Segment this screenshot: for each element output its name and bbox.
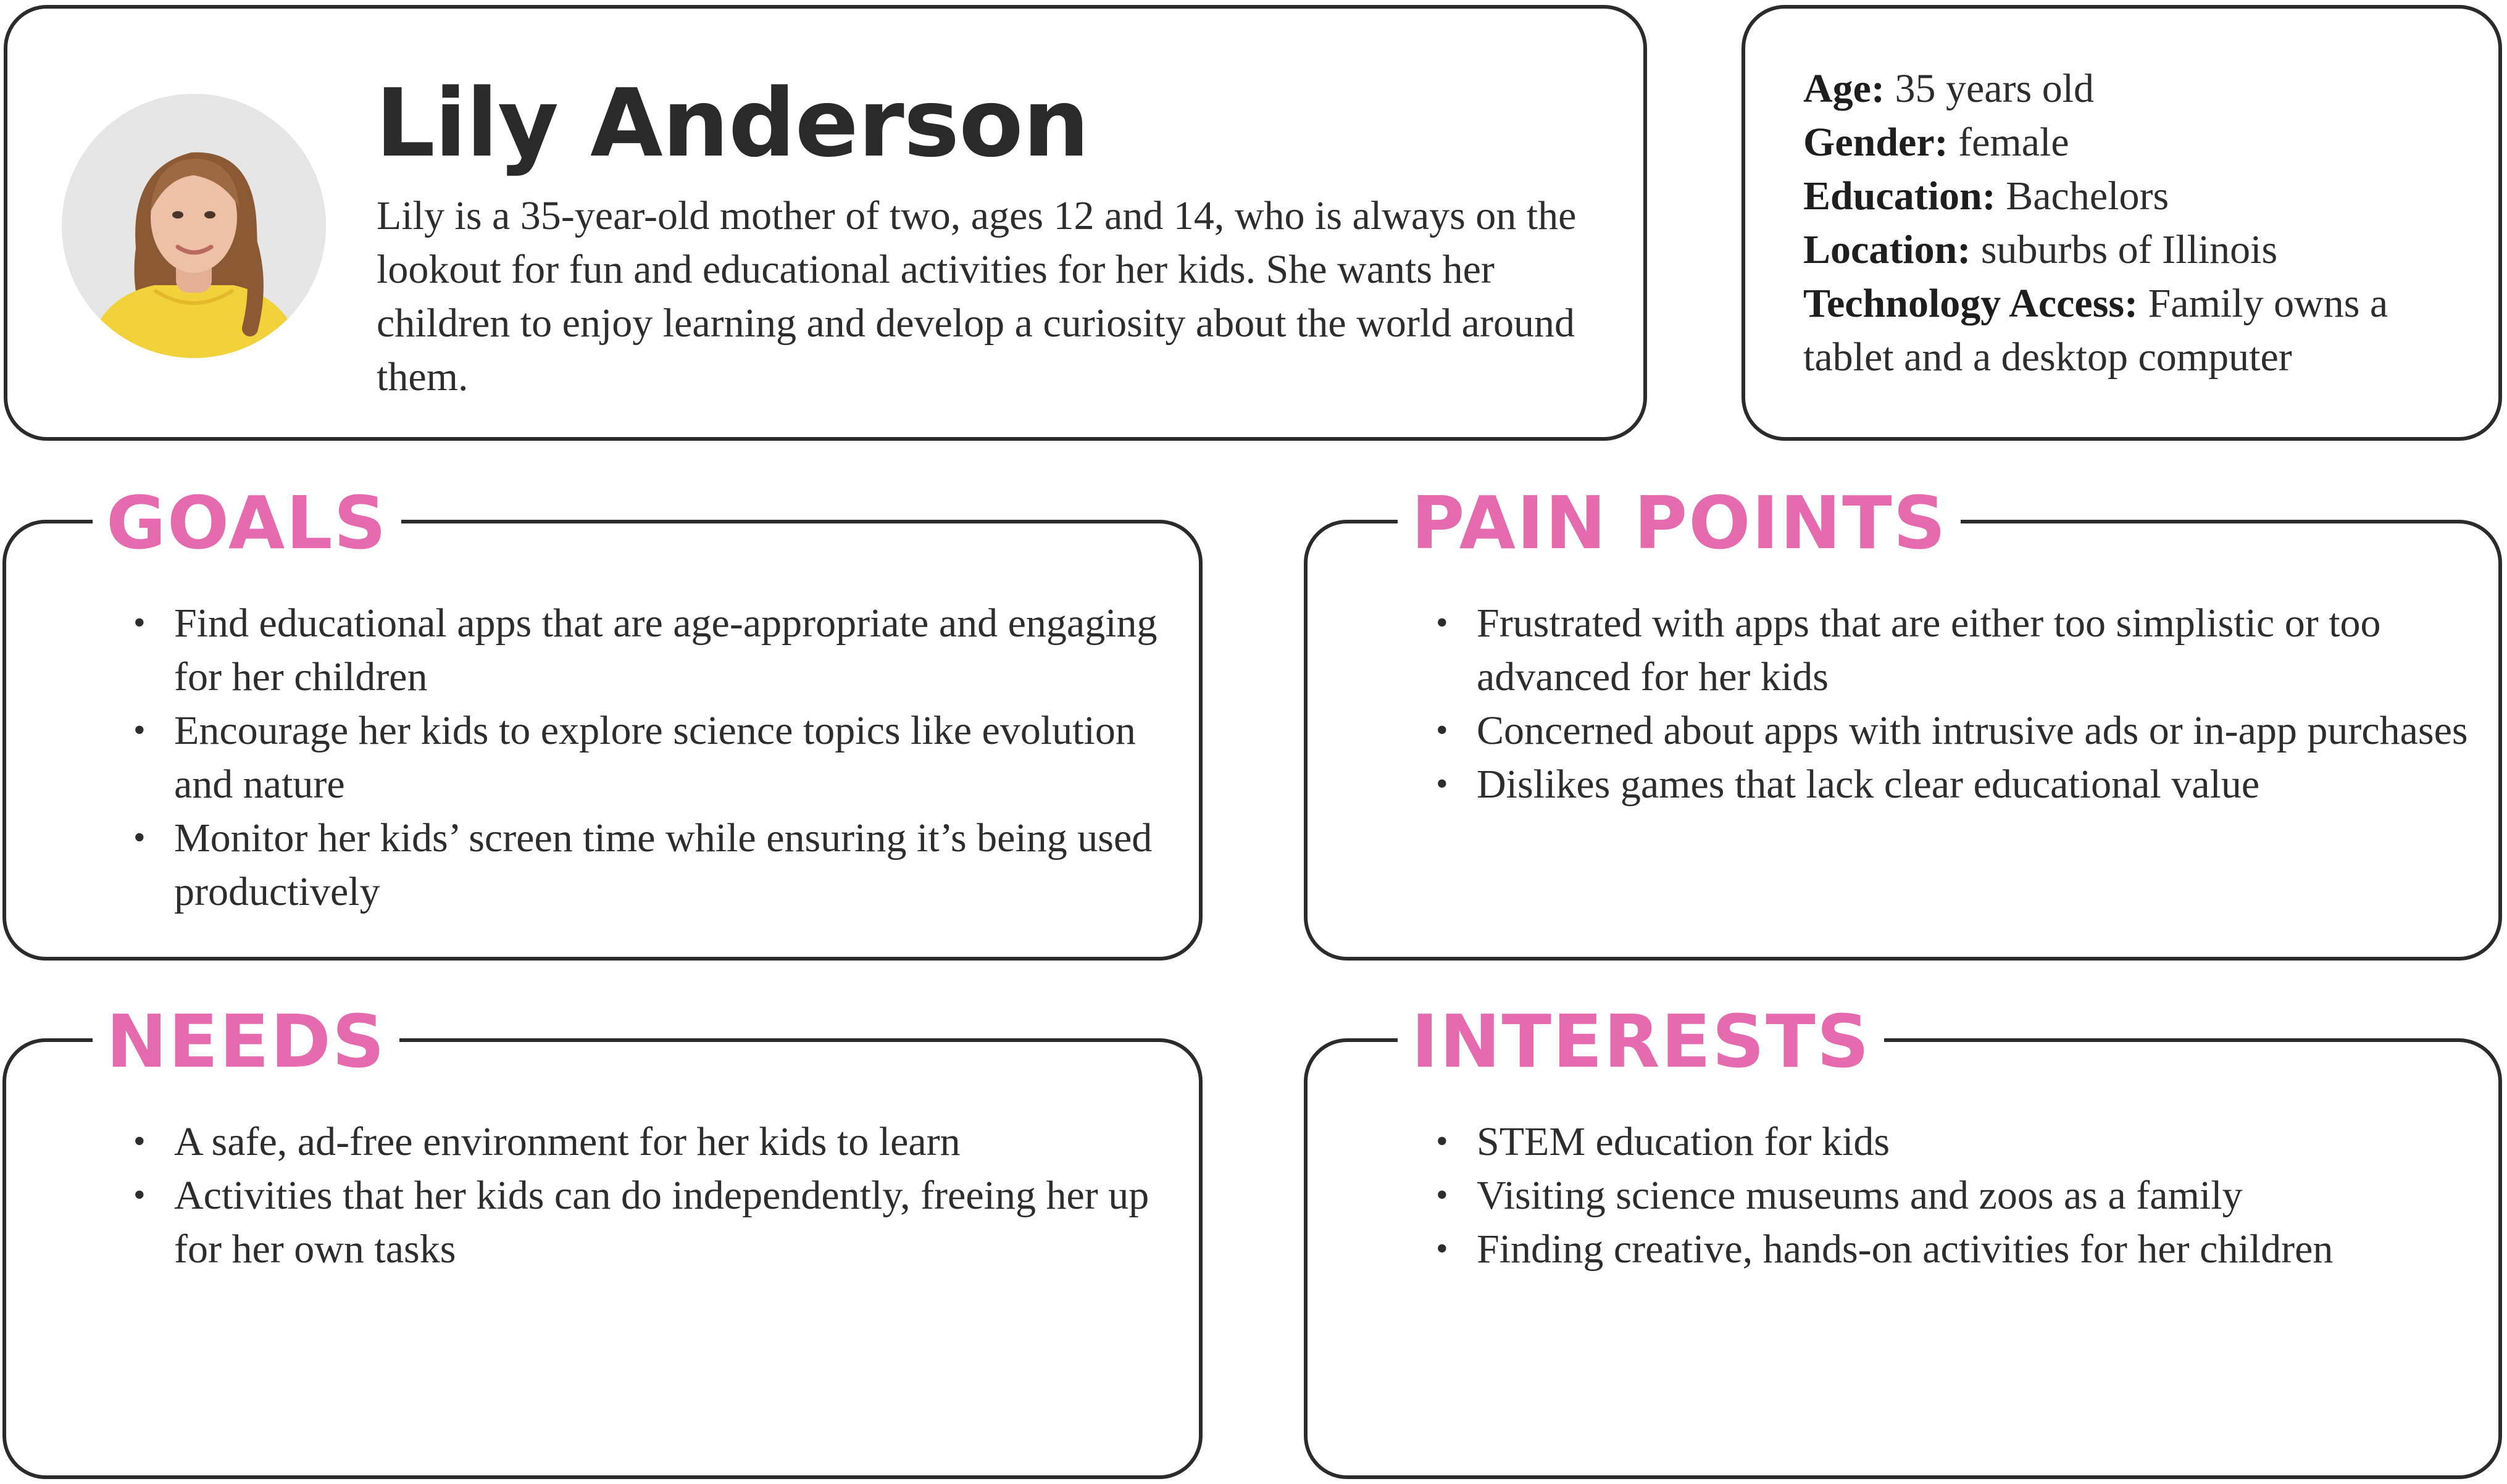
list-item: • STEM education for kids [1432,1115,2482,1169]
profile-card [4,5,1647,441]
demographic-gender [1803,115,2488,169]
list-item: • Monitor her kids’ screen time while ensuring it’s being used productively [130,811,1179,919]
list-item: • Find educational apps that are age-appropriate and engaging for her children [130,596,1179,704]
demographic-location [1803,223,2488,277]
demographic-age [1803,62,2488,115]
demographic-value: Family owns a tablet and a desktop computer [1803,281,2388,380]
demographic-label: Technology Access: [1803,281,2138,326]
demographics-card [1742,5,2502,441]
interests-list [1432,1115,2482,1276]
demographic-label: Location: [1803,227,1971,272]
demographic-value: female [1958,120,2069,165]
list-item: • Frustrated with apps that are either too simplistic or too advanced for her kids [1432,596,2482,704]
persona-name: Lily Anderson [375,69,1089,178]
list-item: • Concerned about apps with intrusive ads or in-app purchases [1432,704,2482,757]
demographic-education [1803,169,2488,223]
persona-photo [62,94,326,358]
list-item: • Activities that her kids can do independently, freeing her up for her own tasks [130,1169,1179,1276]
list-item: • Dislikes games that lack clear educational value [1432,757,2482,811]
pain-points-heading: PAIN POINTS [1398,477,1961,569]
needs-list [130,1115,1179,1276]
pain-points-list [1432,596,2482,811]
demographic-label: Age: [1803,66,1885,111]
list-item: • Visiting science museums and zoos as a family [1432,1169,2482,1222]
needs-heading: NEEDS [93,995,399,1088]
demographic-label: Education: [1803,173,1996,219]
demographic-label: Gender: [1803,120,1948,165]
list-item: • Encourage her kids to explore science topics like evolution and nature [130,704,1179,811]
demographic-technology-access [1803,277,2488,384]
persona-bio: Lily is a 35-year-old mother of two, ages 12 and 14, who is always on the lookout for fun and educational activities for her kids. She wants her children to enjoy learning and develop a curiosity about the world around them. [377,193,1577,399]
demographic-value: Bachelors [2006,173,2169,219]
list-item: • A safe, ad-free environment for her kids to learn [130,1115,1179,1169]
demographic-value: suburbs of Illinois [1980,227,2278,272]
list-item: • Finding creative, hands-on activities for her children [1432,1222,2482,1276]
goals-heading: GOALS [93,477,401,569]
persona-portrait-image [62,94,326,358]
demographic-value: 35 years old [1895,66,2095,111]
demographics-list [1803,62,2488,384]
interests-heading: INTERESTS [1398,995,1884,1088]
goals-list [130,596,1179,919]
